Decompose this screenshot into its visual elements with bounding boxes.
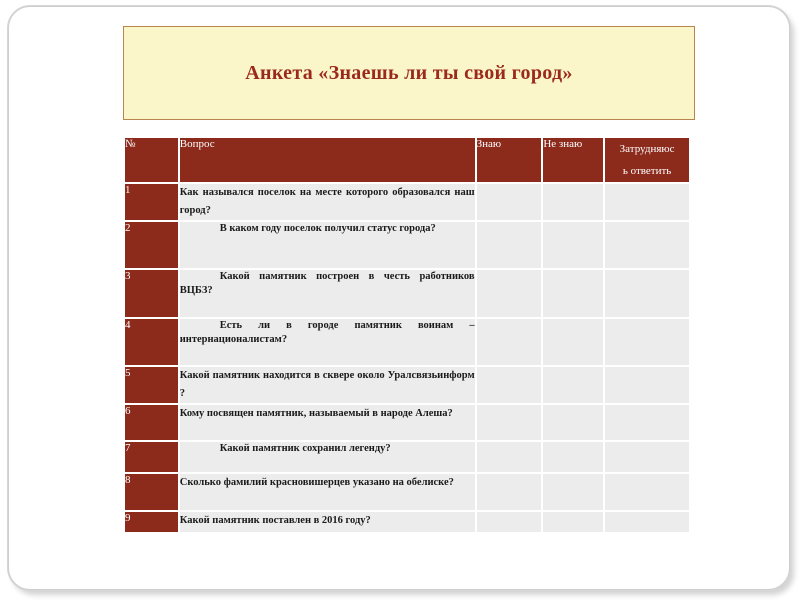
row-number: 7 <box>124 441 179 473</box>
answer-know-cell[interactable] <box>476 183 543 221</box>
answer-hard-cell[interactable] <box>604 441 690 473</box>
row-number: 2 <box>124 221 179 269</box>
answer-know-cell[interactable] <box>476 318 543 366</box>
row-question: Сколько фамилий красновишерцев указано на обелиске? <box>179 473 476 511</box>
header-know: Знаю <box>476 137 543 183</box>
row-question: Какой памятник построен в честь работников ВЦБЗ? <box>179 269 476 318</box>
row-question: Какой памятник находится в сквере около Уралсвязьинформ ? <box>179 366 476 404</box>
row-number: 5 <box>124 366 179 404</box>
title-box <box>123 26 695 120</box>
answer-know-cell[interactable] <box>476 366 543 404</box>
answer-know-cell[interactable] <box>476 473 543 511</box>
header-hard-line1: Затрудняюс <box>619 143 675 155</box>
answer-dont-know-cell[interactable] <box>542 366 604 404</box>
table-row <box>124 404 690 441</box>
answer-dont-know-cell[interactable] <box>542 511 604 533</box>
table-header-row <box>124 137 690 183</box>
row-number: 9 <box>124 511 179 533</box>
answer-dont-know-cell[interactable] <box>542 473 604 511</box>
answer-hard-cell[interactable] <box>604 269 690 318</box>
answer-dont-know-cell[interactable] <box>542 269 604 318</box>
row-question: В каком году поселок получил статус города? <box>179 221 476 269</box>
answer-know-cell[interactable] <box>476 221 543 269</box>
table-row <box>124 441 690 473</box>
row-number: 4 <box>124 318 179 366</box>
answer-dont-know-cell[interactable] <box>542 441 604 473</box>
header-hard-to-answer <box>604 137 690 183</box>
header-question: Вопрос <box>179 137 476 183</box>
row-question: Какой памятник сохранил легенду? <box>179 441 476 473</box>
header-dont-know: Не знаю <box>542 137 604 183</box>
answer-know-cell[interactable] <box>476 441 543 473</box>
answer-know-cell[interactable] <box>476 404 543 441</box>
header-number: № <box>124 137 179 183</box>
answer-hard-cell[interactable] <box>604 318 690 366</box>
answer-hard-cell[interactable] <box>604 221 690 269</box>
answer-dont-know-cell[interactable] <box>542 221 604 269</box>
row-number: 6 <box>124 404 179 441</box>
answer-know-cell[interactable] <box>476 511 543 533</box>
page-title: Анкета «Знаешь ли ты свой город» <box>245 61 573 84</box>
answer-dont-know-cell[interactable] <box>542 404 604 441</box>
row-question: Какой памятник поставлен в 2016 году? <box>179 511 476 533</box>
row-question: Как назывался поселок на месте которого образовался наш город? <box>179 183 476 221</box>
answer-hard-cell[interactable] <box>604 473 690 511</box>
survey-table <box>123 136 691 534</box>
header-hard-line2: ь ответить <box>622 165 672 177</box>
answer-hard-cell[interactable] <box>604 511 690 533</box>
table-row <box>124 366 690 404</box>
table-row <box>124 473 690 511</box>
table-row <box>124 183 690 221</box>
table-row <box>124 318 690 366</box>
row-number: 8 <box>124 473 179 511</box>
row-question: Есть ли в городе памятник воинам – интернационалистам? <box>179 318 476 366</box>
answer-dont-know-cell[interactable] <box>542 318 604 366</box>
answer-hard-cell[interactable] <box>604 366 690 404</box>
answer-dont-know-cell[interactable] <box>542 183 604 221</box>
answer-hard-cell[interactable] <box>604 183 690 221</box>
row-number: 3 <box>124 269 179 318</box>
answer-know-cell[interactable] <box>476 269 543 318</box>
row-number: 1 <box>124 183 179 221</box>
table-row <box>124 221 690 269</box>
answer-hard-cell[interactable] <box>604 404 690 441</box>
table-row <box>124 269 690 318</box>
row-question: Кому посвящен памятник, называемый в народе Алеша? <box>179 404 476 441</box>
table-row <box>124 511 690 533</box>
